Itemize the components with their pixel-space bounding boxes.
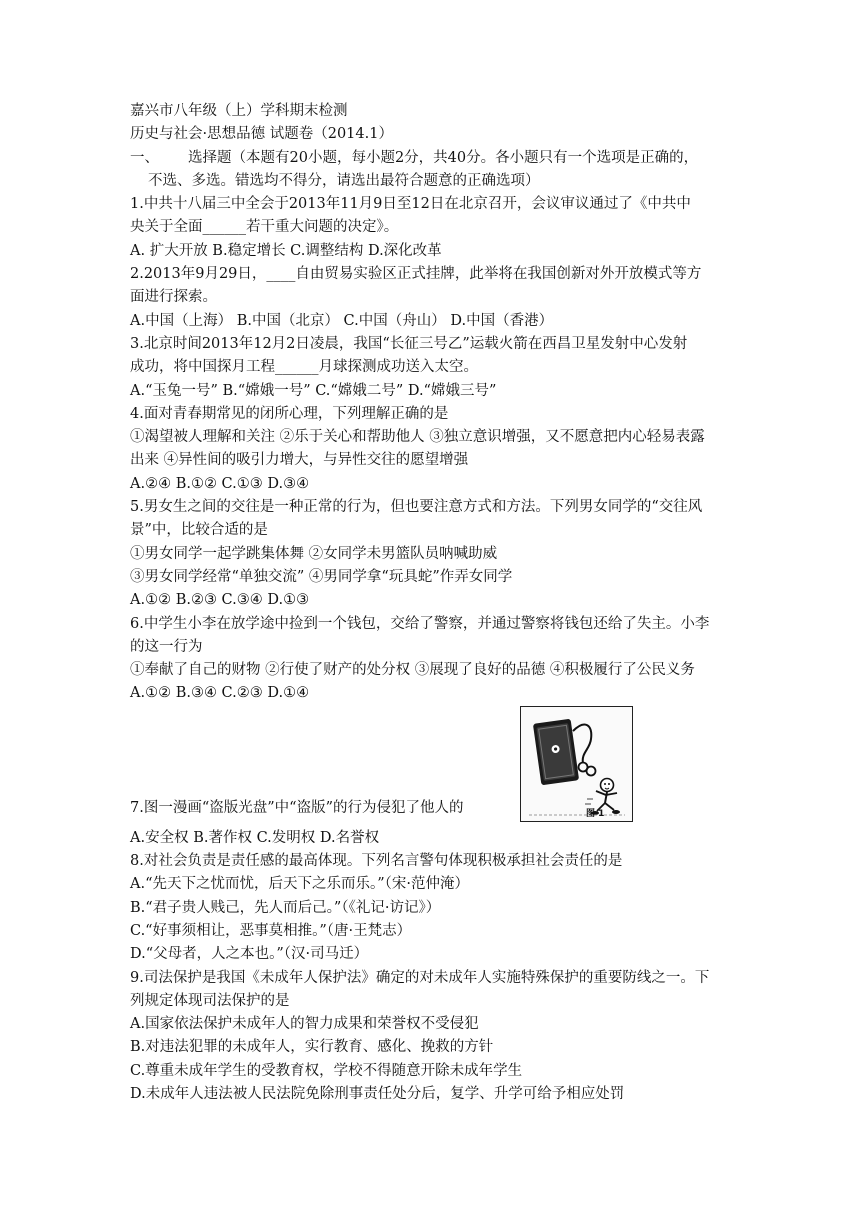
question-text: 9.司法保护是我国《未成年人保护法》确定的对未成年人实施特殊保护的重要防线之一。下 bbox=[130, 969, 710, 986]
question-text: 面进行探索。 bbox=[130, 289, 217, 306]
question-text: ①男女同学一起学跳集体舞 ②女同学未男篮队员呐喊助威 bbox=[130, 545, 498, 562]
question-options: A.“玉兔一号” B.“嫦娥一号” C.“嫦娥二号” D.“嫦娥三号” bbox=[130, 382, 497, 399]
question-options: A.①② B.③④ C.②③ D.①④ bbox=[130, 685, 310, 702]
question-text: 6.中学生小李在放学途中捡到一个钱包，交给了警察，并通过警察将钱包还给了失主。小李 bbox=[130, 615, 710, 632]
question-9 bbox=[130, 967, 730, 1107]
question-3 bbox=[130, 333, 730, 403]
question-6 bbox=[130, 613, 730, 706]
question-text: 8.对社会负责是责任感的最高体现。下列名言警句体现积极承担社会责任的是 bbox=[130, 853, 623, 870]
question-text: 景”中，比较合适的是 bbox=[130, 522, 268, 539]
option-a: A.“先天下之忧而忧，后天下之乐而乐。”（宋·范仲淹） bbox=[130, 876, 470, 893]
question-text: 7.图一漫画“盗版光盘”中“盗版”的行为侵犯了他人的 bbox=[130, 800, 464, 817]
question-options: A.中国（上海） B.中国（北京） C.中国（舟山） D.中国（香港） bbox=[130, 312, 554, 329]
question-options: A.②④ B.①② C.①③ D.③④ bbox=[130, 475, 310, 492]
question-text: ③男女同学经常“单独交流” ④男同学拿“玩具蛇”作弄女同学 bbox=[130, 568, 513, 585]
option-b: B.“君子贵人贱己，先人而后己。”（《礼记·访记》） bbox=[130, 899, 441, 916]
question-text: 央关于全面______若干重大问题的决定》。 bbox=[130, 219, 399, 236]
section-instructions: 选择题（本题有20小题，每小题2分，共40分。各小题只有一个选项是正确的， bbox=[188, 149, 699, 166]
figure-caption: 图 1 bbox=[586, 808, 605, 819]
option-c: C.“好事须相让，恶事莫相推。”（唐·王梵志） bbox=[130, 922, 412, 939]
exam-title: 嘉兴市八年级（上）学科期末检测 bbox=[130, 103, 348, 119]
question-text: ①渴望被人理解和关注 ②乐于关心和帮助他人 ③独立意识增强，又不愿意把内心轻易表露 bbox=[130, 429, 705, 446]
section-instructions-cont: 不选、多选。错选均不得分，请选出最符合题意的正确选项） bbox=[148, 172, 540, 189]
question-text: 5.男女生之间的交往是一种正常的行为，但也要注意方式和方法。下列男女同学的“交往风 bbox=[130, 499, 703, 516]
question-text: 列规定体现司法保护的是 bbox=[130, 992, 290, 1009]
question-2 bbox=[130, 263, 730, 333]
question-5 bbox=[130, 496, 730, 612]
question-text: 3.北京时间2013年12月2日凌晨，我国“长征三号乙”运载火箭在西昌卫星发射中心发射 bbox=[130, 335, 688, 352]
option-d: D.“父母者，人之本也。”（汉·司马迁） bbox=[130, 946, 369, 963]
option-a: A.国家依法保护未成年人的智力成果和荣誉权不受侵犯 bbox=[130, 1016, 479, 1033]
question-text: 4.面对青春期常见的闭所心理，下列理解正确的是 bbox=[130, 405, 449, 422]
section-number: 一、 bbox=[130, 149, 159, 166]
exam-subtitle: 历史与社会·思想品德 试题卷（2014.1） bbox=[130, 126, 393, 143]
option-c: C.尊重未成年学生的受教育权，学校不得随意开除未成年学生 bbox=[130, 1062, 523, 1079]
option-d: D.未成年人违法被人民法院免除刑事责任处分后，复学、升学可给予相应处罚 bbox=[130, 1085, 625, 1102]
question-text: 成功，将中国探月工程______月球探测成功送入太空。 bbox=[130, 359, 478, 376]
question-text: ①奉献了自己的财物 ②行使了财产的处分权 ③展现了良好的品德 ④积极履行了公民义务 bbox=[130, 662, 695, 679]
question-4 bbox=[130, 403, 730, 496]
question-options: A. 扩大开放 B.稳定增长 C.调整结构 D.深化改革 bbox=[130, 242, 442, 259]
question-8 bbox=[130, 850, 730, 966]
exam-page bbox=[130, 100, 730, 1106]
question-7 bbox=[130, 706, 730, 827]
question-options: A.安全权 B.著作权 C.发明权 D.名誉权 bbox=[130, 829, 380, 846]
question-text: 2.2013年9月29日，____自由贸易实验区正式挂牌，此举将在我国创新对外开放模式等方 bbox=[130, 266, 702, 283]
section-heading bbox=[130, 147, 730, 170]
question-options: A.①② B.②③ C.③④ D.①③ bbox=[130, 592, 310, 609]
option-b: B.对违法犯罪的未成年人，实行教育、感化、挽救的方针 bbox=[130, 1039, 494, 1056]
question-text: 1.中共十八届三中全会于2013年11月9日至12日在北京召开，会议审议通过了《中共中 bbox=[130, 196, 691, 213]
question-text: 出来 ④异性间的吸引力增大，与异性交往的愿望增强 bbox=[130, 452, 469, 469]
pirated-disc-cartoon-icon bbox=[521, 707, 631, 820]
question-text: 的这一行为 bbox=[130, 638, 203, 655]
question-1 bbox=[130, 193, 730, 263]
cartoon-figure bbox=[520, 706, 633, 822]
